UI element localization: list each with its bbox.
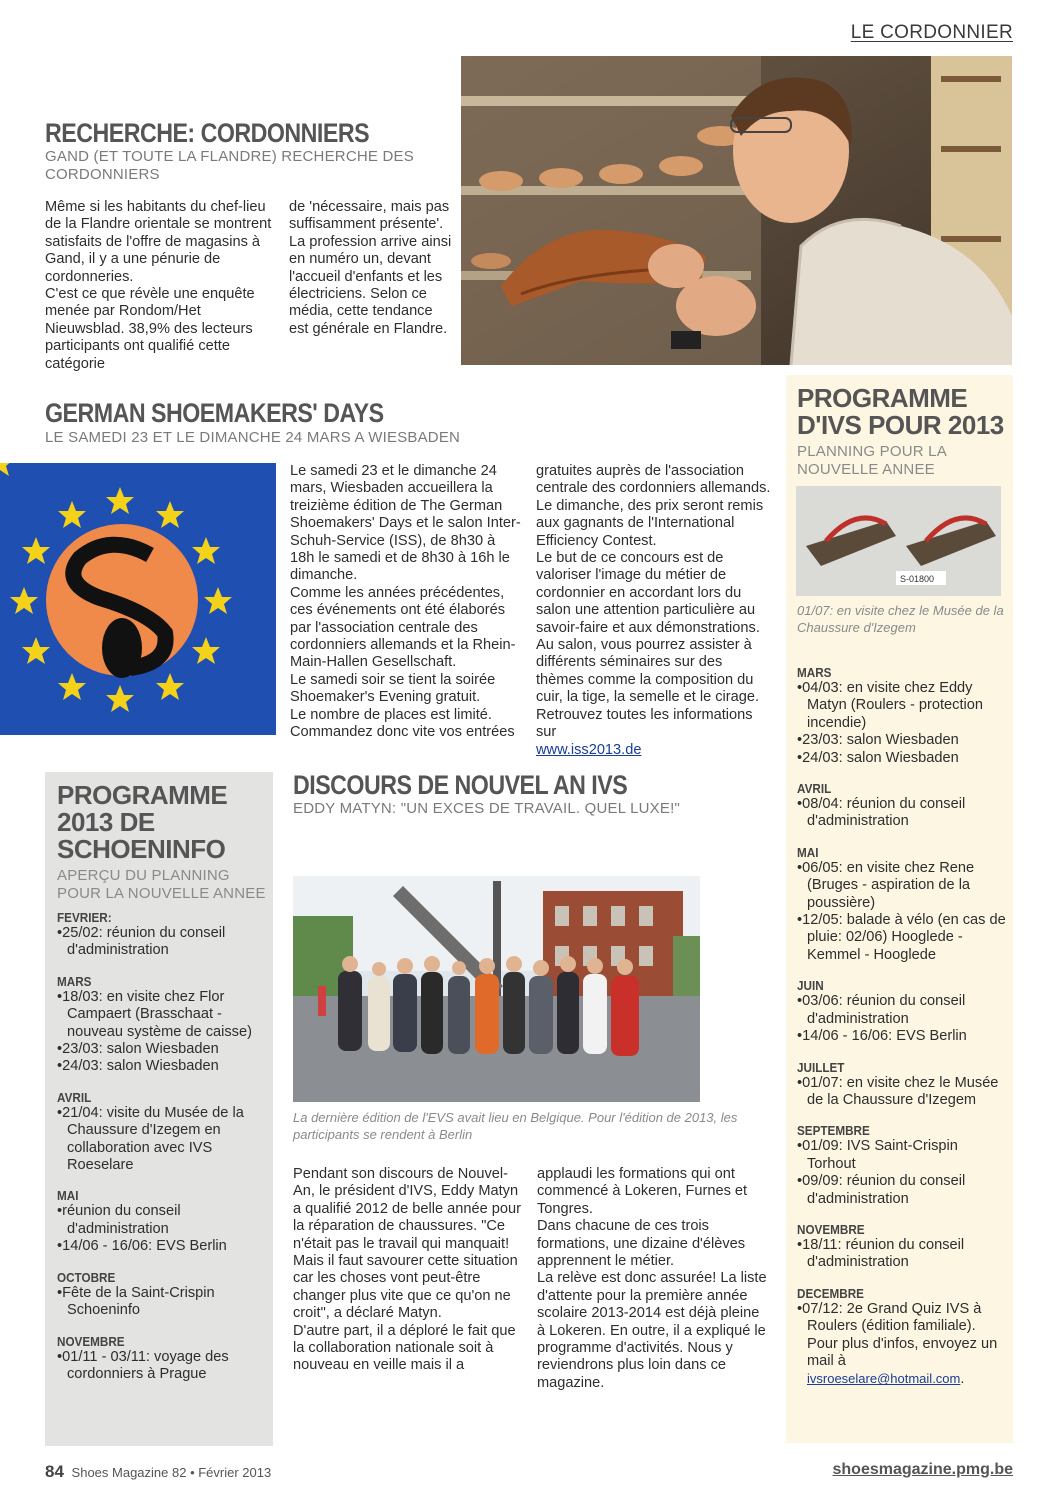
ivs-subtitle: PLANNING POUR LA NOUVELLE ANNEE — [797, 443, 947, 478]
article2-col1-p1: Le samedi 23 et le dimanche 24 mars, Wiesbaden accueillera la treizième édition de The German Shoemakers' Days et le salon Inter-Schuh-Service (ISS), de 8h30 à 18h le samedi et de 8h30 à 16h le dimanche. — [290, 463, 521, 584]
list-item: •25/02: réunion du conseil d'administration — [57, 925, 226, 959]
list-item: •12/05: balade à vélo (en cas de pluie: 02/06) Hooglede - Kemmel - Hooglede — [797, 912, 1006, 963]
section-tag: LE CORDONNIER — [850, 22, 1013, 43]
iss-link[interactable]: www.iss2013.de — [536, 741, 642, 758]
schoeninfo-box — [45, 772, 273, 1446]
list-item: •18/11: réunion du conseil d'administration — [797, 1236, 965, 1271]
list-item: •18/03: en visite chez Flor Campaert (Brasschaat - nouveau système de caisse) — [57, 988, 252, 1040]
article1-col2-p2: La profession arrive ainsi en numéro un, devant l'accueil d'enfants et les électriciens. Selon ce média, cette tendance est générale en Flandre. — [289, 233, 452, 337]
month-label: JUIN — [797, 978, 824, 994]
footer-left — [45, 1462, 271, 1482]
month-label: MARS — [57, 973, 92, 989]
article2-col2-p2: Le dimanche, des prix seront remis aux gagnants de l'International Efficiency Contest. — [536, 497, 764, 549]
clogs-photo — [796, 486, 1001, 596]
article3-title: DISCOURS DE NOUVEL AN IVS — [293, 770, 628, 800]
article3-col2 — [537, 1166, 769, 1392]
article3-col2-p1: applaudi les formations qui ont commencé à Lokeren, Furnes et Tongres. — [537, 1166, 748, 1217]
photo-label: S-01800 — [900, 574, 935, 584]
list-item: •24/03: salon Wiesbaden — [57, 1058, 219, 1075]
page-number: 84 — [45, 1462, 64, 1481]
article1-col2-p1: de 'nécessaire, mais pas suffisamment présente'. — [289, 199, 450, 233]
month-label: MARS — [797, 665, 832, 680]
clogs-caption: 01/07: en visite chez le Musée de la Chaussure d'Izegem — [797, 603, 1004, 635]
list-item: •03/06: réunion du conseil d'administration — [797, 993, 966, 1027]
article1-title: RECHERCHE: CORDONNIERS — [45, 118, 370, 148]
article2-col1-p4: Le nombre de places est limité. Commandez donc vite vos entrées — [290, 706, 515, 741]
article1-subtitle: GAND (ET TOUTE LA FLANDRE) RECHERCHE DES CORDONNIERS — [45, 148, 414, 183]
month-label: SEPTEMBRE — [797, 1123, 870, 1139]
article3-col2-p2: Dans chacune de ces trois formations, une dizaine d'élèves apprennent le métier. — [537, 1218, 746, 1270]
month-label: FEVRIER: — [57, 910, 112, 925]
article2-col1-p3: Le samedi soir se tient la soirée Shoemaker's Evening gratuit. — [290, 671, 496, 706]
ivs-title: PROGRAMME D'IVS POUR 2013 — [797, 383, 1004, 440]
month-label: NOVEMBRE — [797, 1221, 865, 1237]
ivs-list — [797, 665, 1007, 1389]
month-label: OCTOBRE — [57, 1269, 116, 1285]
article2-col1-p2: Comme les années précédentes, ces événements ont été élaborés par l'association centrale des cordonniers allemands et la Rhein-Main-Hallen Gesellschaft. — [290, 584, 516, 671]
article3-col1-p1: Pendant son discours de Nouvel-An, le président d'IVS, Eddy Matyn a qualifié 2012 de belle année pour la réparation de chaussures. "Ce n'était pas le travail qui manquait! Mais il faut savourer cette situation car les choses vont peut-être changer plus vite que ce qu'on ne croit", a déclaré Matyn. — [293, 1166, 522, 1322]
list-item: •01/07: en visite chez le Musée de la Chaussure d'Izegem — [797, 1074, 999, 1108]
month-label: NOVEMBRE — [57, 1333, 125, 1349]
article1-col1 — [45, 199, 279, 373]
list-item: •09/09: réunion du conseil d'administration — [797, 1173, 966, 1207]
list-item — [797, 1301, 1007, 1389]
list-item: •14/06 - 16/06: EVS Berlin — [57, 1238, 227, 1255]
month-label: AVRIL — [57, 1089, 92, 1105]
article3-col1-p2: D'autre part, il a déploré le fait que la collaboration nationale soit à nouveau en veille mais il a — [293, 1322, 516, 1374]
article2-col1 — [290, 463, 522, 742]
list-item: •23/03: salon Wiesbaden — [57, 1041, 219, 1058]
month-label: DECEMBRE — [797, 1285, 864, 1301]
list-item: •14/06 - 16/06: EVS Berlin — [797, 1028, 967, 1045]
article2-col2-p5: Retrouvez toutes les informations sur — [536, 706, 753, 741]
article2-col2-p3: Le but de ce concours est de valoriser l'image du métier de cordonnier en accordant lors du salon une attention particulière au savoir-faire et aux démonstrations. — [536, 550, 760, 636]
list-item: •08/04: réunion du conseil d'administration — [797, 796, 966, 830]
issue-info: Shoes Magazine 82 • Février 2013 — [71, 1465, 272, 1480]
article2-subtitle: LE SAMEDI 23 ET LE DIMANCHE 24 MARS A WIESBADEN — [45, 429, 461, 446]
list-item: •01/09: IVS Saint-Crispin Torhout — [797, 1138, 958, 1172]
list-item: •23/03: salon Wiesbaden — [797, 732, 959, 749]
list-item: •Fête de la Saint-Crispin Schoeninfo — [57, 1284, 215, 1319]
list-item: •réunion du conseil d'administration — [57, 1203, 181, 1237]
article3-col1 — [293, 1166, 525, 1375]
month-label: MAI — [57, 1188, 79, 1204]
month-label: JUILLET — [797, 1059, 845, 1075]
list-item: •06/05: en visite chez Rene (Bruges - aspiration de la poussière) — [797, 859, 975, 911]
article3-subtitle: EDDY MATYN: "UN EXCES DE TRAVAIL. QUEL LUXE!" — [293, 800, 680, 817]
iss-logo — [0, 463, 276, 735]
article3-col2-p3: La relève est donc assurée! La liste d'attente pour la première année scolaire 2013-2014 est déjà pleine à Lokeren. En outre, il a expliqué le programme d'activités. Nous y reviendrons plus loin dans ce magazine. — [537, 1270, 767, 1391]
email-suffix: . — [960, 1371, 965, 1388]
group-photo-caption: La dernière édition de l'EVS avait lieu en Belgique. Pour l'édition de 2013, les participants se rendent à Berlin — [293, 1110, 738, 1142]
article1-col1-p1: Même si les habitants du chef-lieu de la Flandre orientale se montrent satisfaits de l'offre de magasins à Gand, il y a une pénurie de cordonneries. — [45, 199, 272, 285]
article2-title: GERMAN SHOEMAKERS' DAYS — [45, 398, 384, 428]
schoeninfo-list — [57, 910, 267, 1383]
article1-col1-p2: C'est ce que révèle une enquête menée par Rondom/Het Nieuwsblad. 38,9% des lecteurs participants ont qualifié cette catégorie — [45, 286, 255, 372]
cobbler-photo — [461, 56, 1012, 365]
list-item-text: •07/12: 2e Grand Quiz IVS à Roulers (édition familiale). Pour plus d'infos, envoyez un mail à — [797, 1300, 998, 1369]
schoeninfo-subtitle: APERÇU DU PLANNING POUR LA NOUVELLE ANNEE — [57, 867, 266, 902]
list-item: •01/11 - 03/11: voyage des cordonniers à Prague — [57, 1348, 229, 1382]
article2-col2-p1: gratuites auprès de l'association centrale des cordonniers allemands. — [536, 463, 771, 497]
email-link[interactable]: ivsroeselare@hotmail.com — [807, 1371, 961, 1387]
group-photo — [293, 876, 700, 1102]
month-label: AVRIL — [797, 781, 832, 797]
month-label: MAI — [797, 844, 819, 860]
article1-col2 — [289, 199, 453, 338]
list-item: •04/03: en visite chez Eddy Matyn (Roulers - protection incendie) — [797, 680, 984, 731]
website-link[interactable]: shoesmagazine.pmg.be — [832, 1461, 1013, 1478]
list-item: •21/04: visite du Musée de la Chaussure d'Izegem en collaboration avec IVS Roeselare — [57, 1104, 244, 1174]
article2-col2 — [536, 463, 772, 759]
schoeninfo-title: PROGRAMME 2013 DE SCHOENINFO — [57, 780, 228, 864]
list-item: •24/03: salon Wiesbaden — [797, 749, 959, 766]
article2-col2-p4: Au salon, vous pourrez assister à différents séminaires sur des thèmes comme la composition du cuir, la tige, la semelle et le cirage. — [536, 637, 760, 706]
